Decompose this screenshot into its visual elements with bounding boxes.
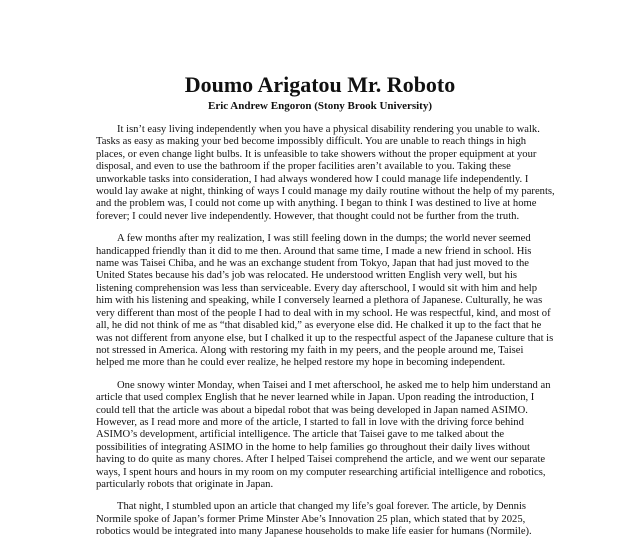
text-line: could tell that the article was about a bipedal robot that was being developed in Japan named ASIMO. bbox=[96, 404, 528, 416]
text-line: Tasks as easy as making your bed become impossibly difficult. You are unable to reach things in high bbox=[96, 136, 527, 148]
text-line: helped me more than he could ever realize, he helped restore my hope in becoming independent. bbox=[96, 357, 506, 369]
text-line: disposal, and even to use the bathroom if the proper facilities aren’t available to you. Taking these bbox=[96, 161, 511, 173]
text-line: It isn’t easy living independently when you have a physical disability rendering you unable to walk. bbox=[117, 124, 540, 135]
paper-body bbox=[0, 124, 555, 539]
text-line: robotics would be integrated into many Japanese households to make life easier for humans (Normile). bbox=[96, 526, 532, 538]
text-line: ways, I spent hours and hours in my room on my computer researching artificial intelligence and robotics, bbox=[96, 466, 546, 478]
text-line: However, as I read more and more of the article, I started to fall in love with the driving force behind bbox=[96, 416, 524, 428]
text-line: very different than most of the people I had to deal with in my school. He was respectful, kind, and most of bbox=[96, 307, 551, 319]
text-line: A few months after my realization, I was still feeling down in the dumps; the world never seemed bbox=[117, 233, 531, 245]
paper-title: Doumo Arigatou Mr. Roboto bbox=[184, 72, 456, 97]
text-line: ASIMO’s development, artificial intelligence. The article that Taisei gave to me talked about the bbox=[96, 429, 505, 441]
text-line: possibilities of integrating ASIMO in the home to help families go throughout their daily lives without bbox=[96, 441, 531, 453]
text-line: Normile spoke of Japan’s former Prime Minster Abe’s Innovation 25 plan, which stated that by 2025, bbox=[96, 513, 526, 525]
text-line: One snowy winter Monday, when Taisei and I met afterschool, he asked me to help him understand an bbox=[117, 379, 551, 391]
text-line: listening comprehension was less than serviceable. Every day afterschool, I would sit with him and help bbox=[96, 282, 538, 294]
text-line: United States because his dad’s job was relocated. He understood written English very well, but his bbox=[96, 270, 518, 282]
text-line: That night, I stumbled upon an article that changed my life’s goal forever. The article, by Dennis bbox=[117, 501, 527, 513]
paragraph bbox=[0, 379, 551, 492]
text-line: unworkable tasks into consideration, I had always wondered how I could manage life independently. I bbox=[96, 173, 529, 185]
text-line: places, or even change light bulbs. It is unfeasible to take showers without the proper equipment at your bbox=[96, 148, 537, 160]
text-line: article that used complex English that he never learned while in Japan. Upon reading the introduction, I bbox=[96, 392, 535, 404]
paragraph bbox=[0, 233, 554, 369]
text-line: handicapped friendly than it did to me then. Around that same time, I made a new friend in school. His bbox=[96, 245, 532, 257]
text-line: would lay awake at night, thinking of ways I could manage my daily routine without the help of my parents, bbox=[96, 186, 555, 198]
text-line: was not different from anyone else, but I chalked it up to the respectful aspect of the Japanese culture that is bbox=[96, 332, 554, 344]
text-line: forever; I could never live independently. However, that thought could not be further from the truth. bbox=[96, 210, 520, 222]
text-line: and the problem was, I could not come up with anything. I began to think I was destined to live at home bbox=[96, 198, 537, 210]
text-line: name was Taisei Chiba, and he was an exchange student from Tokyo, Japan that had just moved to the bbox=[96, 258, 529, 270]
paragraph bbox=[0, 501, 532, 538]
text-line: all, he did not think of me as “that disabled kid,” as everyone else did. He chalked it up to the fact that he bbox=[96, 320, 542, 332]
text-line: him with his listening and speaking, while I conversely learned a plethora of Japanese. Culturally, he was bbox=[96, 295, 543, 307]
text-line: having to do quite as many chores. After I helped Taisei comprehend the article, and we went our separate bbox=[96, 454, 546, 466]
paragraph bbox=[0, 124, 555, 223]
text-line: not stressed in America. Along with restoring my faith in my peers, and the people around me, Taisei bbox=[96, 344, 524, 356]
paper-author: Eric Andrew Engoron (Stony Brook University) bbox=[208, 100, 432, 112]
text-line: particularly robots that originate in Japan. bbox=[96, 478, 274, 490]
